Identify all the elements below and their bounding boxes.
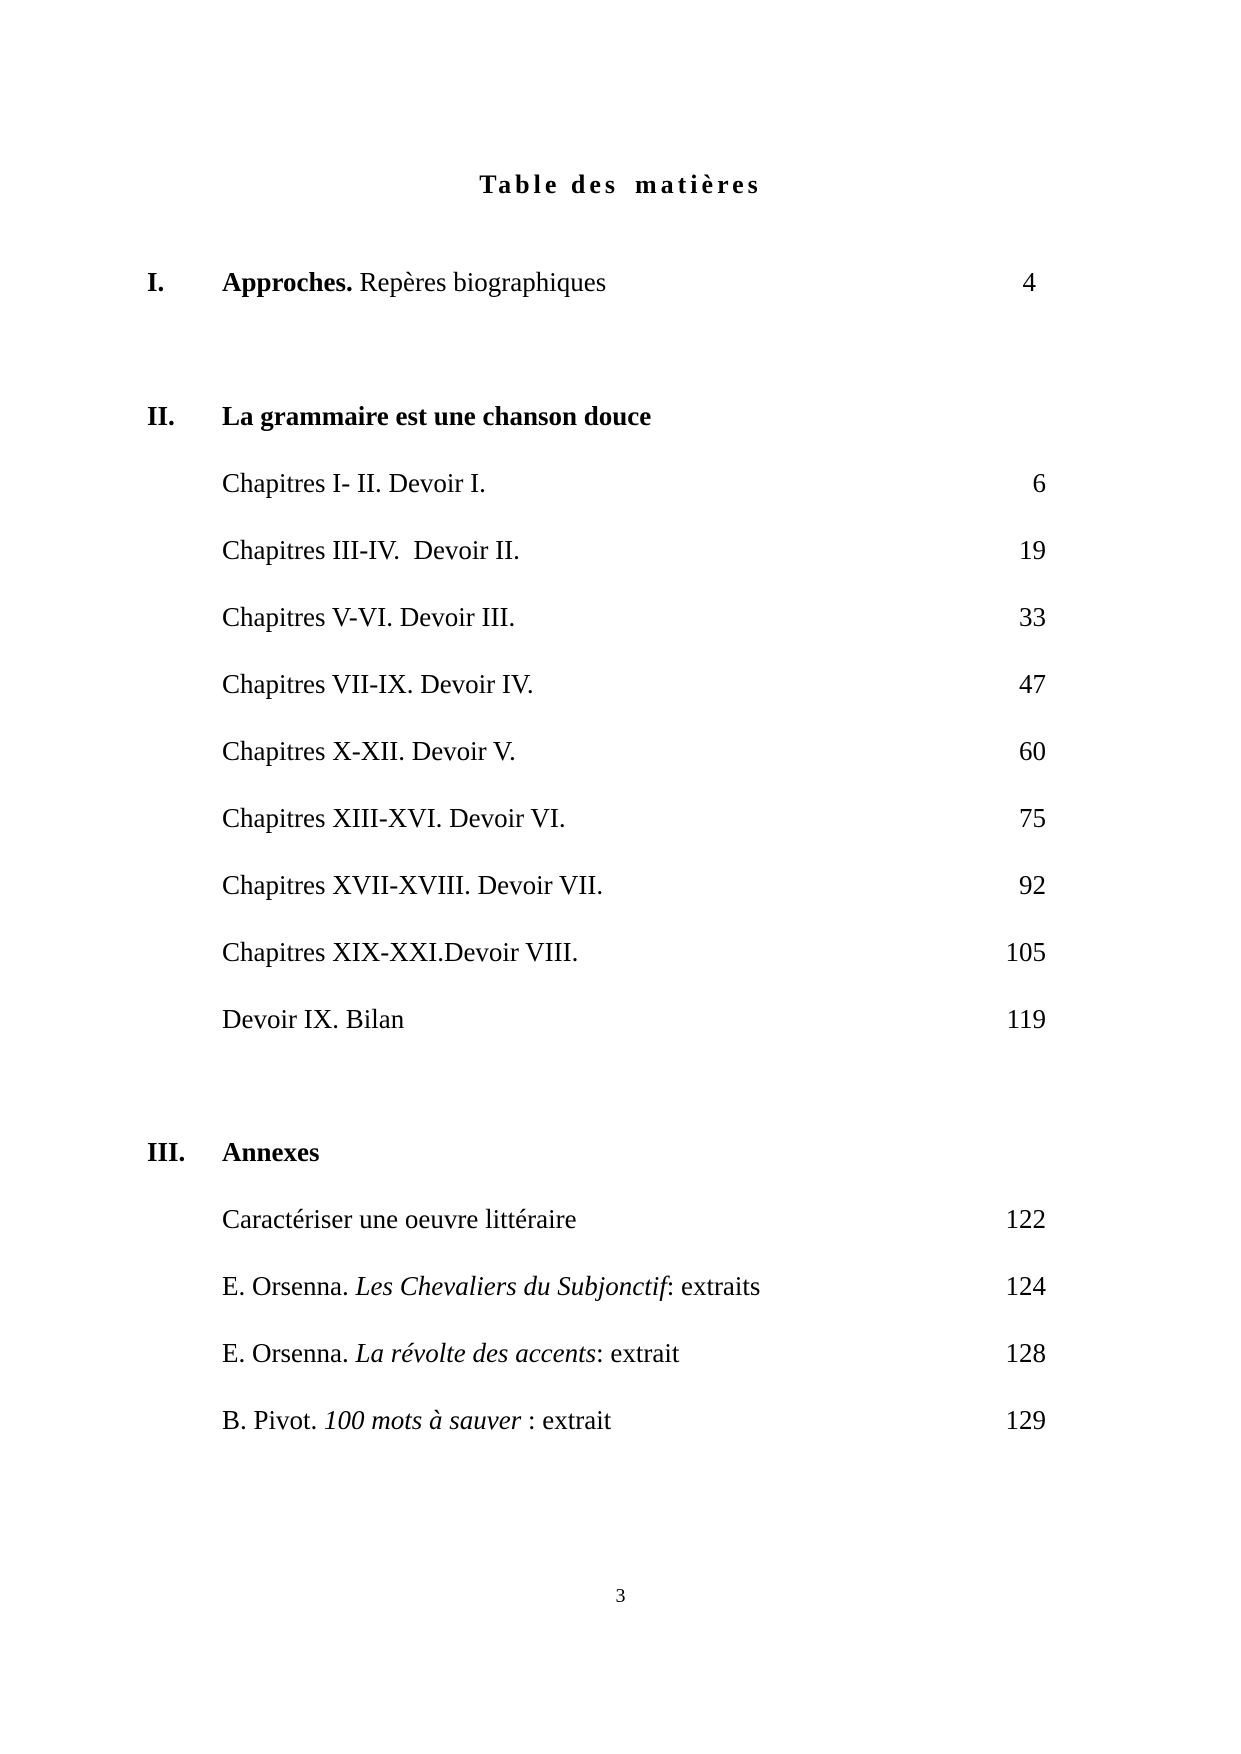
page-number: 124 bbox=[1005, 1271, 1046, 1301]
section-numeral: II. bbox=[147, 401, 175, 431]
page-number: 105 bbox=[1005, 937, 1046, 967]
entry-author: E. Orsenna. bbox=[222, 1271, 356, 1301]
page-number: 4 bbox=[1022, 267, 1036, 297]
page-number: 19 bbox=[1019, 535, 1046, 565]
toc-entry bbox=[0, 798, 1241, 838]
entry-label bbox=[222, 1333, 679, 1373]
page-number: 129 bbox=[1005, 1405, 1046, 1435]
page-number: 60 bbox=[1019, 736, 1046, 766]
entry-label: Chapitres XIX-XXI.Devoir VIII. bbox=[222, 937, 579, 967]
toc-entry bbox=[0, 865, 1241, 905]
section-label bbox=[222, 262, 606, 302]
entry-author: E. Orsenna. bbox=[222, 1338, 356, 1368]
toc-entry bbox=[0, 1400, 1241, 1440]
entry-work-title: 100 mots à sauver bbox=[324, 1405, 522, 1435]
toc-section-1 bbox=[0, 262, 1241, 302]
entry-label: Chapitres VII-IX. Devoir IV. bbox=[222, 669, 534, 699]
toc-entry bbox=[0, 1266, 1241, 1306]
entry-suffix: : extrait bbox=[596, 1338, 680, 1368]
toc-entry bbox=[0, 530, 1241, 570]
toc-entry bbox=[0, 597, 1241, 637]
entry-label: Chapitres XVII-XVIII. Devoir VII. bbox=[222, 870, 604, 900]
section-label: Annexes bbox=[222, 1137, 320, 1167]
title-part-1: Table des bbox=[479, 170, 619, 199]
toc-entry bbox=[0, 932, 1241, 972]
entry-label: Caractériser une oeuvre littéraire bbox=[222, 1204, 577, 1234]
toc-entry bbox=[0, 731, 1241, 771]
toc-section-2 bbox=[0, 396, 1241, 436]
entry-label: Devoir IX. Bilan bbox=[222, 1004, 405, 1034]
page-number: 75 bbox=[1019, 803, 1046, 833]
section-numeral: III. bbox=[147, 1137, 186, 1167]
page-number: 33 bbox=[1019, 602, 1046, 632]
section-label: La grammaire est une chanson douce bbox=[222, 401, 652, 431]
toc-entry bbox=[0, 463, 1241, 503]
entry-label: Chapitres III-IV. Devoir II. bbox=[222, 535, 520, 565]
page-folio: 3 bbox=[615, 1585, 626, 1607]
entry-label bbox=[222, 1400, 611, 1440]
entry-label: Chapitres X-XII. Devoir V. bbox=[222, 736, 516, 766]
toc-entry bbox=[0, 664, 1241, 704]
page-number: 92 bbox=[1019, 870, 1046, 900]
page-number: 47 bbox=[1019, 669, 1046, 699]
toc-section-3 bbox=[0, 1132, 1241, 1172]
page-number: 6 bbox=[1032, 468, 1046, 498]
page-number: 119 bbox=[1006, 1004, 1046, 1034]
title-part-2: matières bbox=[634, 170, 762, 199]
page-number: 128 bbox=[1005, 1338, 1046, 1368]
entry-work-title: La révolte des accents bbox=[355, 1338, 597, 1368]
entry-label: Chapitres I- II. Devoir I. bbox=[222, 468, 486, 498]
entry-work-title: Les Chevaliers du Subjonctif bbox=[355, 1271, 667, 1301]
page-number: 122 bbox=[1005, 1204, 1046, 1234]
page-title bbox=[0, 170, 1241, 200]
toc-entry bbox=[0, 1199, 1241, 1239]
section-numeral: I. bbox=[147, 267, 165, 297]
entry-author: B. Pivot. bbox=[222, 1405, 325, 1435]
toc-entry bbox=[0, 1333, 1241, 1373]
section-label-bold: Approches. bbox=[222, 267, 353, 297]
entry-suffix: : extraits bbox=[666, 1271, 761, 1301]
entry-label: Chapitres V-VI. Devoir III. bbox=[222, 602, 516, 632]
entry-label: Chapitres XIII-XVI. Devoir VI. bbox=[222, 803, 566, 833]
toc-entry bbox=[0, 999, 1241, 1039]
entry-suffix: : extrait bbox=[521, 1405, 612, 1435]
section-label-rest: Repères biographiques bbox=[352, 267, 607, 297]
entry-label bbox=[222, 1266, 760, 1306]
